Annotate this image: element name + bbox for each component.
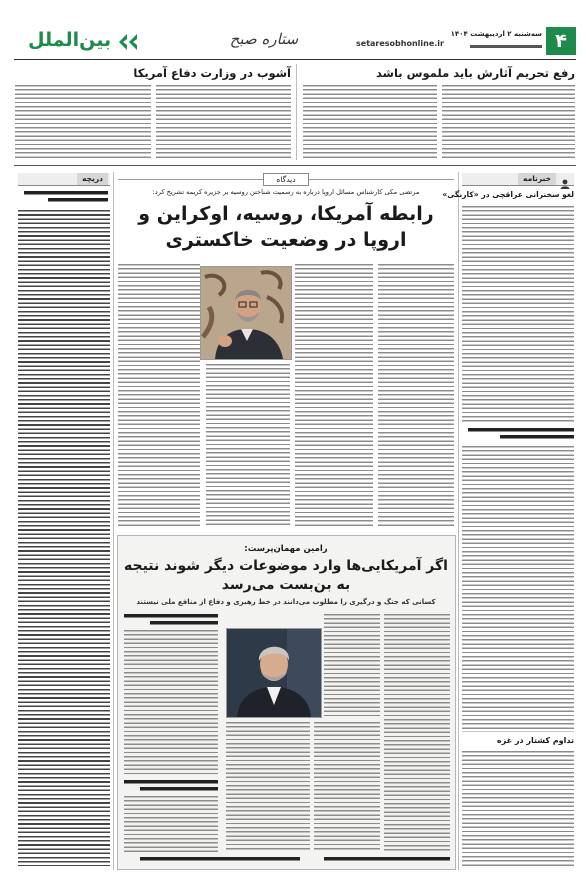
portrait-illustration bbox=[201, 267, 291, 359]
interview-col-4-subhead-line-1 bbox=[124, 614, 218, 618]
top-left-headline: آشوب در وزارت دفاع آمریکا bbox=[133, 66, 291, 80]
right-column-label: خبرنامه bbox=[518, 173, 556, 185]
website-url[interactable]: setaresobhonline.ir bbox=[356, 39, 444, 48]
page-number-box bbox=[546, 27, 576, 55]
page-number: ۴ bbox=[555, 30, 567, 52]
top-right-headline: رفع تحریم آثارش باید ملموس باشد bbox=[376, 66, 575, 80]
date-line: سه‌شنبه ۲ اردیبهشت ۱۴۰۴ bbox=[450, 30, 542, 38]
viewpoint-kicker: مرتضی مکی کارشناس مسائل اروپا درباره به رسمیت شناختن روسیه بر جزیره کریمه تشریح کرد: bbox=[152, 188, 420, 196]
top-stories-divider bbox=[296, 64, 297, 160]
interview-col-4-subhead-line-2 bbox=[150, 621, 218, 625]
interview-body-col-2 bbox=[314, 722, 380, 852]
right-column-divider bbox=[458, 172, 459, 870]
interview-body-col-4-top bbox=[124, 630, 218, 776]
gaza-heading: تداوم کشتار در غزه bbox=[496, 736, 574, 745]
portrait-illustration bbox=[227, 629, 321, 717]
interview-col-4-subhead-2-line-1 bbox=[124, 780, 218, 784]
interview-body-col-1 bbox=[384, 614, 450, 852]
interview-pull-quote-1 bbox=[324, 857, 450, 861]
interview-subhead: کسانی که جنگ و درگیری را مطلوب می‌دانند در خط رهبری و دفاع از منافع ملی نیستند bbox=[136, 598, 436, 606]
left-column-body bbox=[18, 210, 110, 866]
top-right-body-col-1 bbox=[442, 85, 575, 158]
interview-body-col-4-bottom bbox=[124, 796, 218, 852]
interview-body-col-2-top bbox=[324, 614, 380, 716]
interview-kicker: رامین مهمان‌پرست: bbox=[244, 544, 328, 554]
right-column-body-1 bbox=[462, 206, 574, 424]
viewpoint-body-col-4 bbox=[118, 264, 200, 528]
right-column-subhead-line-2 bbox=[500, 435, 574, 439]
viewpoint-headline: رابطه آمریکا، روسیه، اوکراین و اروپا در وضعیت خاکستری bbox=[138, 203, 434, 251]
left-column-label: دریچه bbox=[77, 173, 108, 185]
right-column-subhead-line-1 bbox=[468, 428, 574, 432]
viewpoint-body-col-1 bbox=[378, 264, 454, 528]
top-stories-rule bbox=[14, 165, 576, 166]
right-column-title: لغو سخنرانی عراقچی در «کارنگی» bbox=[442, 190, 574, 199]
right-column-header bbox=[462, 173, 574, 186]
viewpoint-body-col-3 bbox=[206, 364, 290, 528]
top-left-body-col-1 bbox=[156, 85, 291, 158]
left-column-divider bbox=[113, 172, 114, 870]
newsletter-icon bbox=[559, 174, 571, 184]
interview-body-col-3 bbox=[226, 722, 310, 852]
author-photo bbox=[200, 266, 292, 360]
interviewee-photo bbox=[226, 628, 322, 718]
interview-headline: اگر آمریکایی‌ها وارد موضوعات دیگر شوند نتیجه به بن‌بست می‌رسد bbox=[124, 558, 448, 593]
left-column-header bbox=[18, 173, 110, 186]
interview-pull-quote-2 bbox=[140, 857, 300, 861]
header-rule bbox=[14, 59, 576, 60]
top-right-body-col-2 bbox=[303, 85, 437, 158]
double-chevron-icon bbox=[118, 34, 138, 50]
interview-col-4-subhead-2-line-2 bbox=[140, 787, 218, 791]
issue-line bbox=[470, 45, 542, 48]
logo: ستاره صبح bbox=[229, 30, 299, 48]
left-column-title-line-2 bbox=[48, 198, 108, 202]
left-column-title-line-1 bbox=[24, 191, 108, 195]
viewpoint-body-col-2 bbox=[295, 264, 373, 528]
right-column-body-3 bbox=[462, 751, 574, 866]
viewpoint-label: دیدگاه bbox=[263, 173, 309, 186]
right-column-body-2 bbox=[462, 446, 574, 732]
section-title: بین‌الملل bbox=[28, 29, 112, 51]
top-left-body-col-2 bbox=[15, 85, 151, 158]
